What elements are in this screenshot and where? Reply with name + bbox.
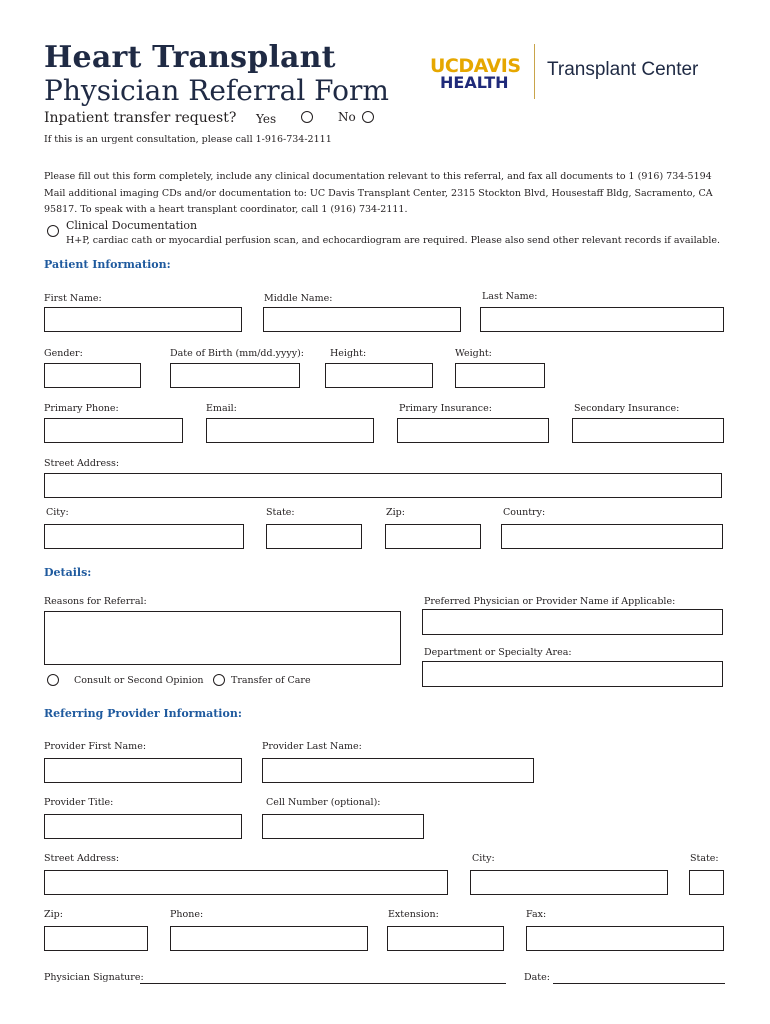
clinical-documentation-title: Clinical Documentation <box>66 219 198 232</box>
transfer-label: Transfer of Care <box>231 675 311 686</box>
height-label: Height: <box>330 348 367 359</box>
email-label: Email: <box>206 403 237 414</box>
date-label: Date: <box>524 972 550 983</box>
primary-insurance-label: Primary Insurance: <box>399 403 492 414</box>
details-section-title: Details: <box>44 566 92 579</box>
provider-city-field[interactable] <box>470 870 668 895</box>
gender-label: Gender: <box>44 348 83 359</box>
patient-section-title: Patient Information: <box>44 258 171 271</box>
dob-label: Date of Birth (mm/dd.yyyy): <box>170 348 304 359</box>
city-label: City: <box>46 507 69 518</box>
inpatient-yes-radio[interactable] <box>301 111 313 123</box>
dob-field[interactable] <box>170 363 300 388</box>
ucdavis-logo: UCDAVIS <box>430 55 521 77</box>
extension-field[interactable] <box>387 926 504 951</box>
gender-field[interactable] <box>44 363 141 388</box>
date-line[interactable] <box>553 983 725 984</box>
secondary-insurance-field[interactable] <box>572 418 724 443</box>
yes-label: Yes <box>256 112 277 126</box>
provider-first-name-field[interactable] <box>44 758 242 783</box>
form-title: Heart Transplant <box>44 40 336 75</box>
email-field[interactable] <box>206 418 374 443</box>
provider-city-label: City: <box>472 853 495 864</box>
height-field[interactable] <box>325 363 433 388</box>
provider-zip-label: Zip: <box>44 909 63 920</box>
provider-last-name-field[interactable] <box>262 758 534 783</box>
no-label: No <box>338 110 356 124</box>
inpatient-question: Inpatient transfer request? <box>44 110 237 126</box>
weight-field[interactable] <box>455 363 545 388</box>
cell-number-label: Cell Number (optional): <box>266 797 381 808</box>
state-label: State: <box>266 507 295 518</box>
provider-zip-field[interactable] <box>44 926 148 951</box>
consult-label: Consult or Second Opinion <box>74 675 204 686</box>
secondary-insurance-label: Secondary Insurance: <box>574 403 680 414</box>
country-label: Country: <box>503 507 546 518</box>
zip-label: Zip: <box>386 507 405 518</box>
primary-insurance-field[interactable] <box>397 418 549 443</box>
instructions: Please fill out this form completely, include any clinical documentation relevant to this referral, and fax all documents to 1 (916) 734-5194 Mail additional imaging CDs and/or documentation to: UC Davis Transplant Center, 2315 Stockton Blvd, Housestaff Bldg, Sacramento, CA 95817. To speak with a heart transplant coordinator, call 1 (916) 734-2111. <box>44 171 713 215</box>
urgent-note: If this is an urgent consultation, please call 1-916-734-2111 <box>44 134 332 145</box>
last-name-label: Last Name: <box>482 291 538 302</box>
transfer-radio[interactable] <box>213 674 225 686</box>
clinical-documentation-desc: H+P, cardiac cath or myocardial perfusion scan, and echocardiogram are required. Please also send other relevant records if available. <box>66 235 721 246</box>
provider-first-name-label: Provider First Name: <box>44 741 147 752</box>
reasons-field[interactable] <box>44 611 401 665</box>
fax-label: Fax: <box>526 909 547 920</box>
extension-label: Extension: <box>388 909 439 920</box>
street-address-label: Street Address: <box>44 458 120 469</box>
first-name-field[interactable] <box>44 307 242 332</box>
provider-title-label: Provider Title: <box>44 797 114 808</box>
last-name-field[interactable] <box>480 307 724 332</box>
weight-label: Weight: <box>455 348 492 359</box>
preferred-physician-field[interactable] <box>422 609 723 635</box>
cell-number-field[interactable] <box>262 814 424 839</box>
provider-state-field[interactable] <box>689 870 724 895</box>
provider-phone-label: Phone: <box>170 909 204 920</box>
city-field[interactable] <box>44 524 244 549</box>
provider-last-name-label: Provider Last Name: <box>262 741 362 752</box>
country-field[interactable] <box>501 524 723 549</box>
provider-phone-field[interactable] <box>170 926 368 951</box>
logo-divider <box>534 44 535 99</box>
reasons-label: Reasons for Referral: <box>44 596 147 607</box>
street-address-field[interactable] <box>44 473 722 498</box>
provider-title-field[interactable] <box>44 814 242 839</box>
provider-street-field[interactable] <box>44 870 448 895</box>
zip-field[interactable] <box>385 524 481 549</box>
form-subtitle: Physician Referral Form <box>44 74 389 107</box>
fax-field[interactable] <box>526 926 724 951</box>
consult-radio[interactable] <box>47 674 59 686</box>
inpatient-no-radio[interactable] <box>362 111 374 123</box>
provider-street-label: Street Address: <box>44 853 120 864</box>
department-field[interactable] <box>422 661 723 687</box>
middle-name-label: Middle Name: <box>264 293 333 304</box>
middle-name-field[interactable] <box>263 307 461 332</box>
clinical-documentation-checkbox[interactable] <box>47 225 59 237</box>
state-field[interactable] <box>266 524 362 549</box>
preferred-physician-label: Preferred Physician or Provider Name if Applicable: <box>424 596 676 607</box>
physician-signature-label: Physician Signature: <box>44 972 144 983</box>
first-name-label: First Name: <box>44 293 102 304</box>
primary-phone-label: Primary Phone: <box>44 403 119 414</box>
provider-state-label: State: <box>690 853 719 864</box>
provider-section-title: Referring Provider Information: <box>44 707 242 720</box>
transplant-center-logo-text: Transplant Center <box>547 59 699 80</box>
health-logo-text: HEALTH <box>440 73 509 92</box>
physician-signature-line[interactable] <box>140 983 506 984</box>
primary-phone-field[interactable] <box>44 418 183 443</box>
department-label: Department or Specialty Area: <box>424 647 572 658</box>
